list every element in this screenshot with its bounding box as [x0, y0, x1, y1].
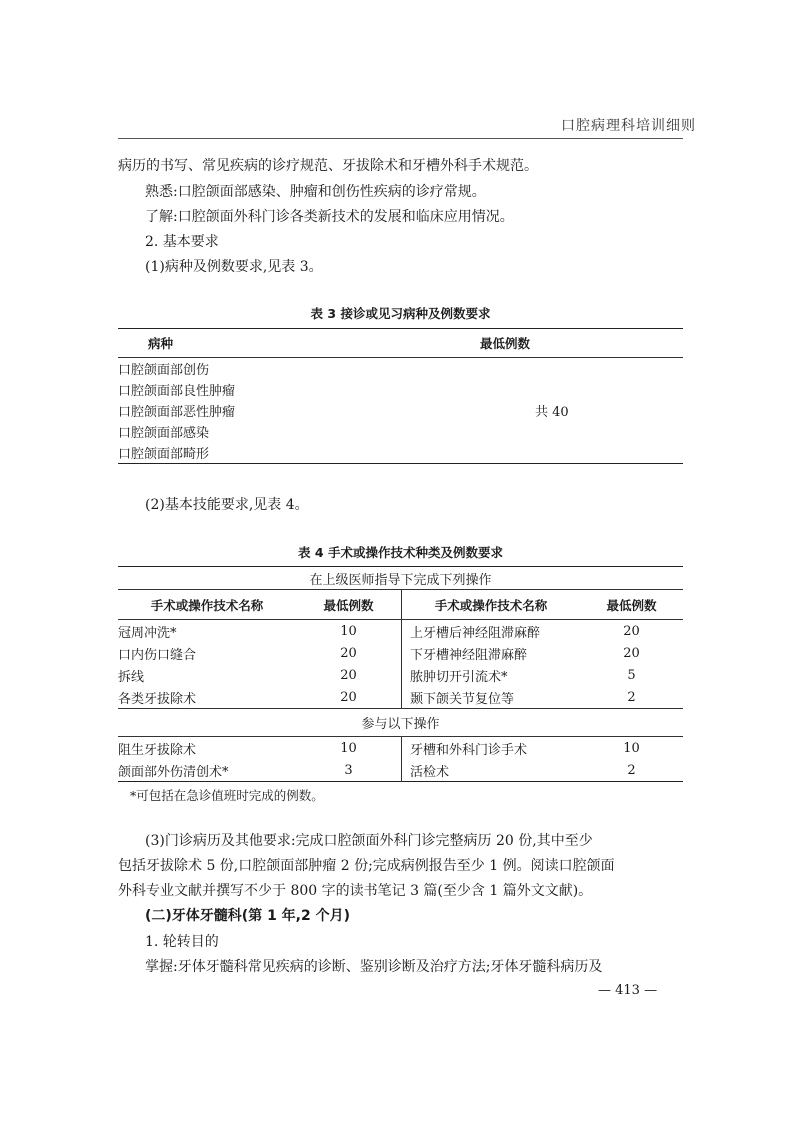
table4-cell-count: 20 — [623, 645, 640, 661]
basic-requirements-heading: 2. 基本要求 — [145, 234, 219, 250]
table4-caption: 表 4 手术或操作技术种类及例数要求 — [298, 545, 503, 560]
requirement-2: (2)基本技能要求,见表 4。 — [145, 497, 309, 513]
running-header: 口腔病理科培训细则 — [561, 118, 696, 134]
table4-section-participate: 参与以下操作 — [361, 717, 440, 732]
understand-line: 了解:口腔颌面外科门诊各类新技术的发展和临床应用情况。 — [145, 209, 514, 225]
table3-caption: 表 3 接诊或见习病种及例数要求 — [310, 306, 491, 321]
section-title: (二)牙体牙髓科(第 1 年,2 个月) — [145, 908, 351, 924]
table4-cell-count: 10 — [623, 740, 640, 756]
table4-footnote: *可包括在急诊值班时完成的例数。 — [130, 788, 324, 803]
table4-cell-name: 颌面部外伤清创术* — [118, 764, 229, 780]
table4-cell-count: 2 — [627, 689, 636, 705]
intro-line: 病历的书写、常见疾病的诊疗规范、牙拔除术和牙槽外科手术规范。 — [118, 158, 538, 174]
table3-total: 共 40 — [535, 405, 569, 420]
table4-cell-name: 阻生牙拔除术 — [118, 742, 197, 758]
table4-cell-count: 20 — [623, 623, 640, 639]
table3-disease: 口腔颌面部畸形 — [118, 447, 210, 462]
requirement-1: (1)病种及例数要求,见表 3。 — [145, 259, 323, 275]
rotation-purpose-heading: 1. 轮转目的 — [145, 934, 219, 950]
requirement-3-line3: 外科专业文献并撰写不少于 800 字的读书笔记 3 篇(至少含 1 篇外文文献)。 — [118, 883, 593, 899]
table3 — [118, 328, 683, 464]
table4-cell-count: 10 — [296, 737, 402, 760]
table4-cell-name: 拆线 — [118, 669, 145, 685]
table4-cell-name: 口内伤口缝合 — [118, 647, 197, 663]
table4-cell-name: 上牙槽后神经阻滞麻醉 — [410, 625, 541, 641]
table4-cell-name: 下牙槽神经阻滞麻醉 — [410, 647, 528, 663]
header-rule — [118, 138, 683, 139]
table4-header-count: 最低例数 — [606, 597, 657, 613]
requirement-3-line2: 包括牙拔除术 5 份,口腔颌面部肿瘤 2 份;完成病例报告至少 1 例。阅读口腔颌面 — [118, 858, 615, 874]
table3-disease: 口腔颌面部感染 — [118, 426, 210, 441]
table4-cell-name: 活检术 — [410, 764, 450, 780]
table3-header-disease: 病种 — [148, 336, 174, 351]
table4-cell-name: 冠周冲洗* — [118, 625, 177, 641]
table4-cell-count: 10 — [296, 620, 402, 643]
table4-section-supervised: 在上级医师指导下完成下列操作 — [309, 572, 492, 588]
page-number: — 413 — — [598, 983, 658, 998]
table3-disease: 口腔颌面部恶性肿瘤 — [118, 405, 236, 420]
table3-disease: 口腔颌面部良性肿瘤 — [118, 384, 236, 399]
familiar-line: 熟悉:口腔颌面部感染、肿瘤和创伤性疾病的诊疗常规。 — [145, 184, 486, 200]
table3-disease: 口腔颌面部创伤 — [118, 363, 210, 378]
requirement-3-line1: (3)门诊病历及其他要求:完成口腔颌面外科门诊完整病历 20 份,其中至少 — [145, 833, 593, 849]
table3-header-count: 最低例数 — [480, 336, 531, 351]
master-line: 掌握:牙体牙髓科常见疾病的诊断、鉴别诊断及治疗方法;牙体牙髓科病历及 — [145, 959, 603, 975]
table4-cell-name: 牙槽和外科门诊手术 — [410, 742, 528, 758]
table4-cell-name: 颞下颌关节复位等 — [410, 691, 515, 707]
table4-header-name: 手术或操作技术名称 — [150, 597, 264, 613]
table4-cell-count: 20 — [296, 686, 402, 709]
table4-cell-name: 脓肿切开引流术* — [410, 669, 508, 685]
table4-header-name: 手术或操作技术名称 — [434, 597, 548, 613]
table4-cell-count: 5 — [627, 667, 636, 683]
table4-cell-name: 各类牙拔除术 — [118, 691, 197, 707]
table4-cell-count: 20 — [296, 642, 402, 664]
table4-header-count: 最低例数 — [296, 590, 402, 620]
table4-cell-count: 2 — [627, 762, 636, 778]
table4 — [118, 566, 683, 782]
table4-cell-count: 3 — [296, 759, 402, 782]
table4-cell-count: 20 — [296, 664, 402, 686]
